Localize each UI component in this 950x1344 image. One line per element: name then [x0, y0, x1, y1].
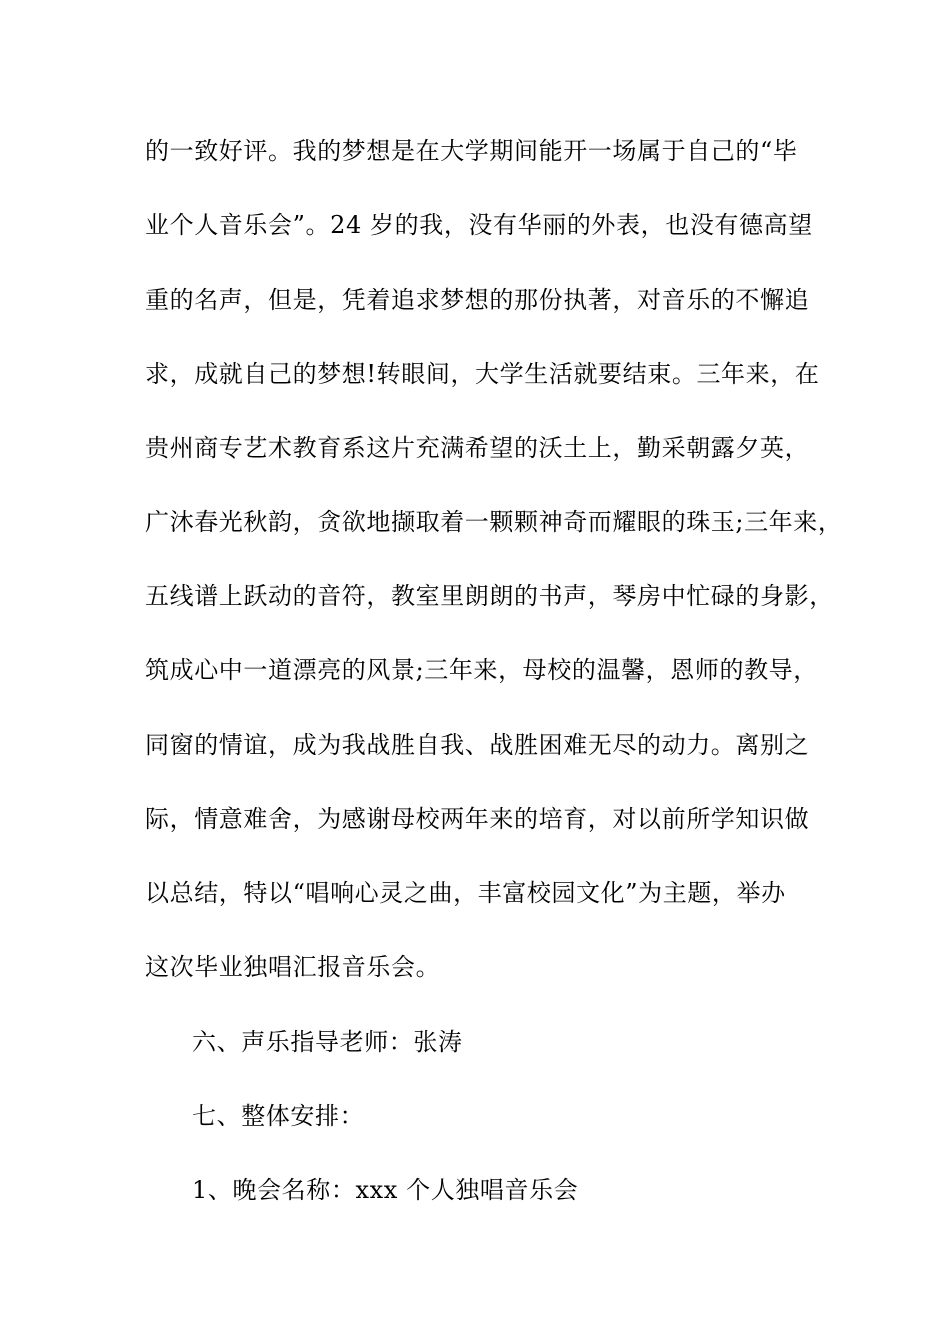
paragraph-line: 筑成心中一道漂亮的风景;三年来，母校的温馨，恩师的教导， [145, 656, 818, 684]
paragraph-line: 五线谱上跃动的音符，教室里朗朗的书声，琴房中忙碌的身影， [145, 582, 834, 610]
paragraph-line: 际，情意难舍，为感谢母校两年来的培育，对以前所学知识做 [145, 805, 810, 833]
paragraph-line: 同窗的情谊，成为我战胜自我、战胜困难无尽的动力。离别之 [145, 731, 810, 759]
paragraph-line: 这次毕业独唱汇报音乐会。 [145, 953, 441, 981]
paragraph-line: 贵州商专艺术教育系这片充满希望的沃土上，勤采朝露夕英， [145, 434, 810, 462]
paragraph-line: 广沐春光秋韵，贪欲地撷取着一颗颗神奇而耀眼的珠玉;三年来， [145, 508, 843, 536]
section-heading-six: 六、声乐指导老师：张涛 [192, 1028, 463, 1056]
section-heading-seven: 七、整体安排： [192, 1102, 365, 1130]
list-item-event-name: 1、晚会名称：xxx 个人独唱音乐会 [192, 1176, 579, 1204]
paragraph-line: 以总结，特以“唱响心灵之曲，丰富校园文化”为主题，举办 [145, 879, 786, 907]
paragraph-line: 的一致好评。我的梦想是在大学期间能开一场属于自己的“毕 [145, 137, 798, 165]
paragraph-line: 业个人音乐会”。24 岁的我，没有华丽的外表，也没有德高望 [145, 211, 813, 239]
paragraph-line: 求，成就自己的梦想!转眼间，大学生活就要结束。三年来，在 [145, 360, 820, 388]
paragraph-line: 重的名声，但是，凭着追求梦想的那份执著，对音乐的不懈追 [145, 286, 810, 314]
